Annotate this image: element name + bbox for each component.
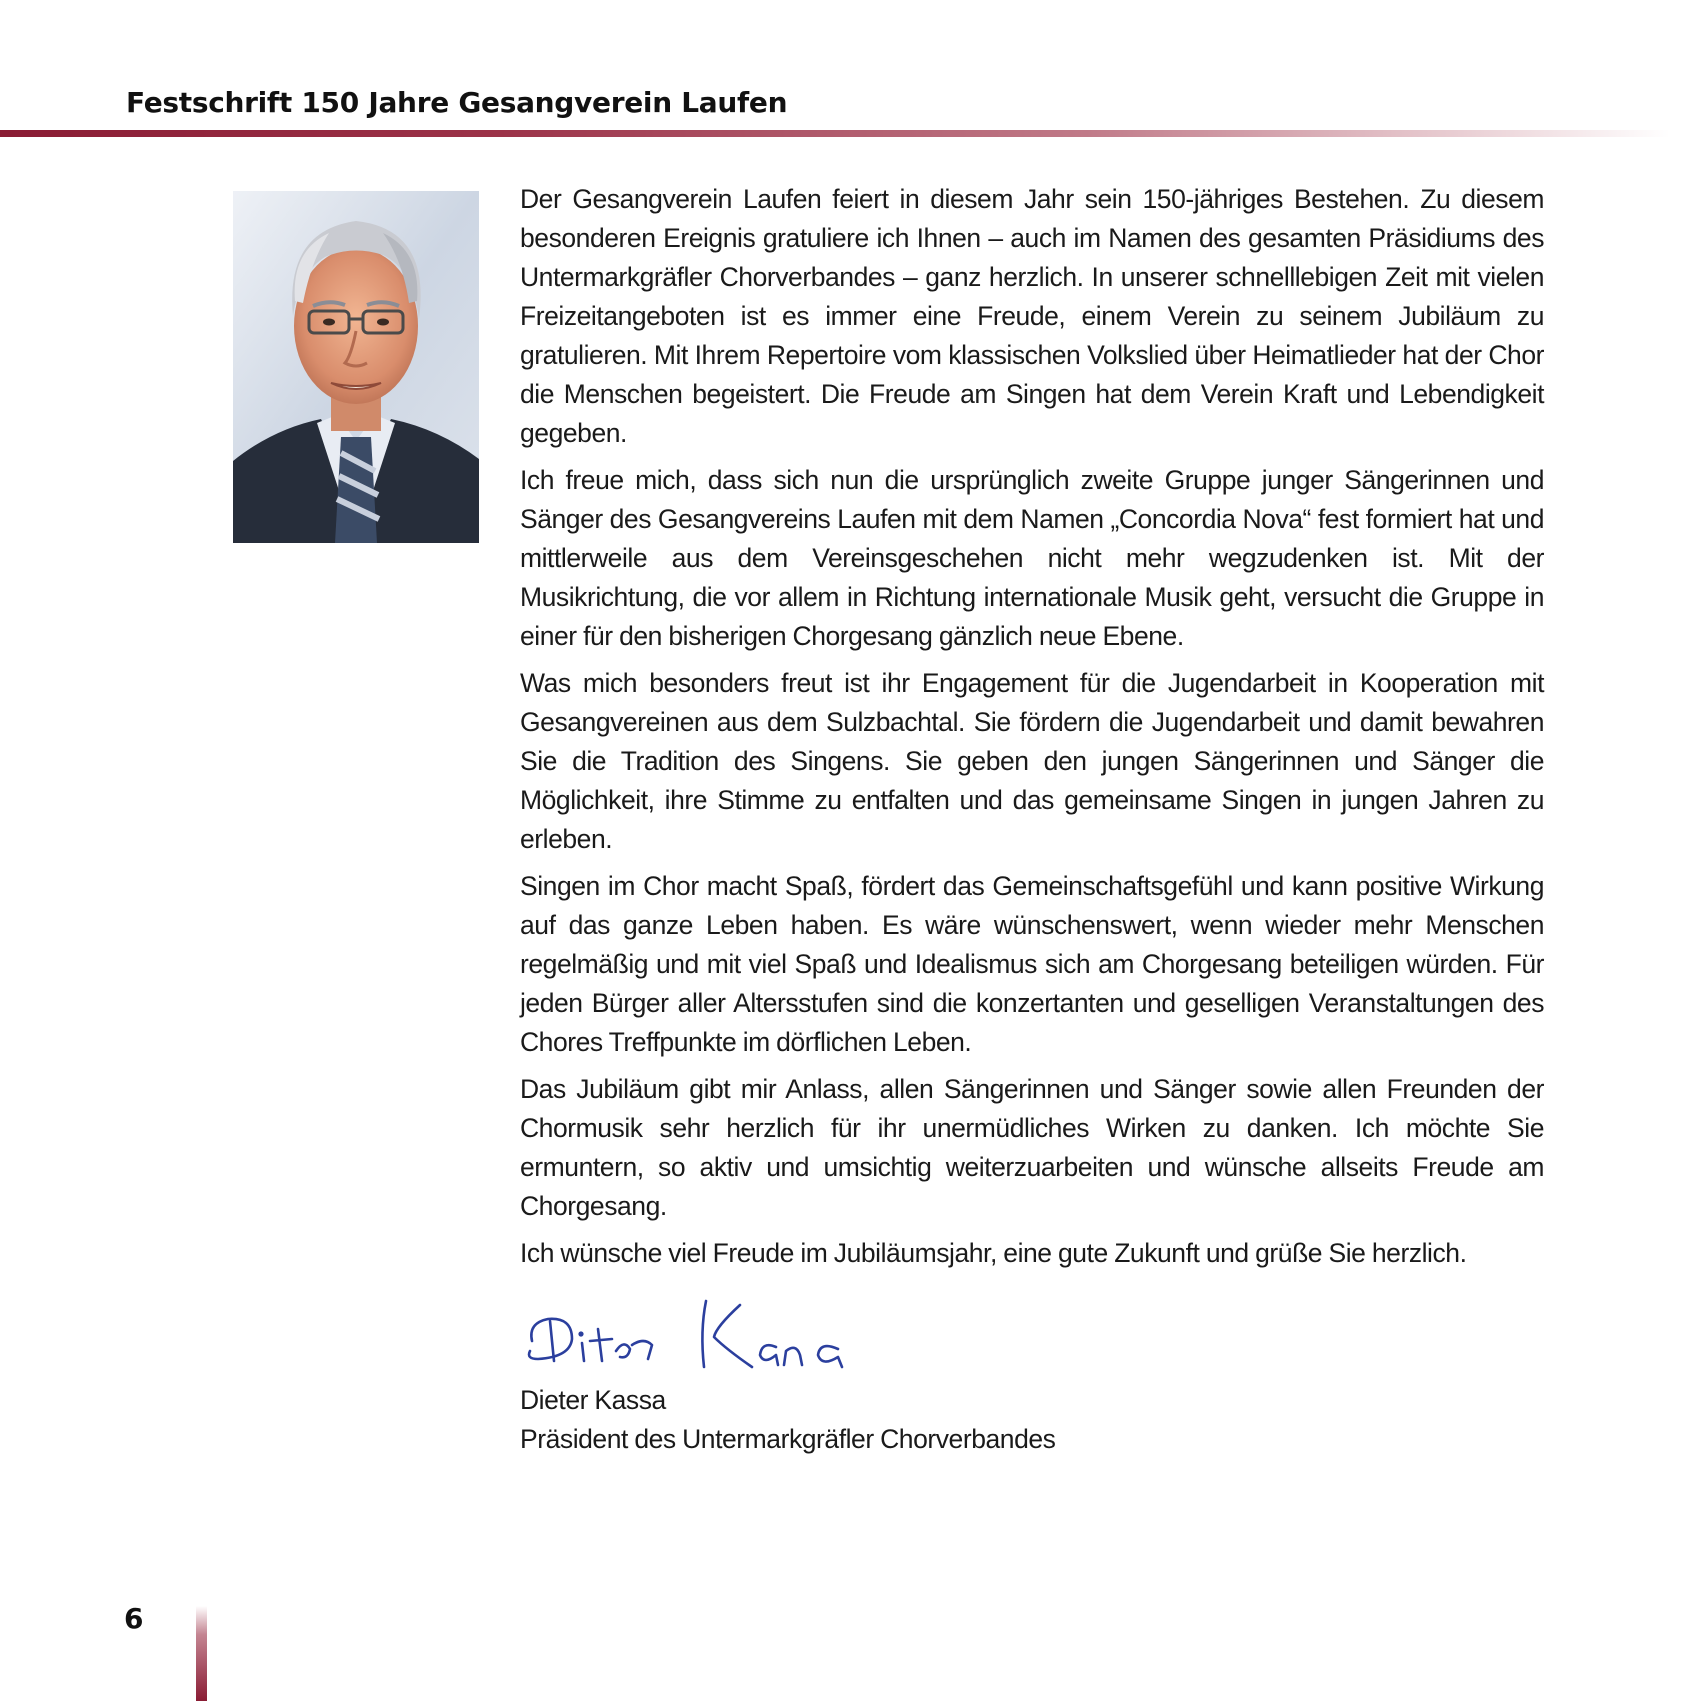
paragraph-3: Was mich besonders freut ist ihr Engagement für die Jugendarbeit in Kooperation mit Gesangvereinen aus dem Sulzbachtal. Sie fördern die Jugendarbeit und damit bewahren Sie die Tradition des Singens. Sie geben den jungen Sängerinnen und Sänger die Möglichkeit, ihre Stimme zu entfalten und das gemeinsame Singen in jungen Jahren zu erleben.: [520, 668, 1544, 854]
header-title: Festschrift 150 Jahre Gesangverein Laufen: [126, 86, 788, 119]
footer-accent-bar: [196, 1606, 207, 1701]
paragraph-2: Ich freue mich, dass sich nun die ursprünglich zweite Gruppe junger Sängerinnen und Sänger des Gesangvereins Laufen mit dem Namen „Concordia Nova“ fest formiert hat und mittlerweile aus dem Vereinsgeschehen nicht mehr wegzudenken ist. Mit der Musikrichtung, die vor allem in Richtung internationale Musik geht, versucht die Gruppe in einer für den bisherigen Chorgesang gänzlich neue Ebene.: [520, 465, 1544, 651]
paragraph-1: Der Gesangverein Laufen feiert in diesem Jahr sein 150-jähriges Bestehen. Zu diesem besonderen Ereignis gratuliere ich Ihnen – auch im Namen des gesamten Präsidiums des Untermarkgräfler Chorverbandes – ganz herzlich. In unserer schnelllebigen Zeit mit vielen Freizeitangeboten ist es immer eine Freude, einem Verein zu seinem Jubiläum zu gratulieren. Mit Ihrem Repertoire vom klassischen Volkslied über Heimatlieder hat der Chor die Menschen begeistert. Die Freude am Singen hat dem Verein Kraft und Lebendigkeit gegeben.: [520, 184, 1544, 448]
paragraph-5: Das Jubiläum gibt mir Anlass, allen Sängerinnen und Sänger sowie allen Freunden der Chormusik sehr herzlich für ihr unermüdliches Wirken zu danken. Ich möchte Sie ermuntern, so aktiv und umsichtig weiterzuarbeiten und wünsche allseits Freude am Chorgesang.: [520, 1074, 1544, 1221]
portrait-photo-icon: [233, 191, 479, 543]
signature-image: [520, 1281, 880, 1377]
header-rule: [0, 130, 1670, 137]
signer-role: Präsident des Untermarkgräfler Chorverbandes: [520, 1424, 1056, 1454]
paragraph-4: Singen im Chor macht Spaß, fördert das Gemeinschaftsgefühl und kann positive Wirkung auf das ganze Leben haben. Es wäre wünschenswert, wenn wieder mehr Menschen regelmäßig und mit viel Spaß und Idealismus sich am Chorgesang beteiligen würden. Für jeden Bürger aller Altersstufen sind die konzertanten und geselligen Veranstaltungen des Chores Treffpunkte im dörflichen Leben.: [520, 871, 1544, 1057]
article-body: [520, 180, 1544, 1459]
signer-name: Dieter Kassa: [520, 1385, 666, 1415]
page-number: 6: [124, 1602, 144, 1635]
signature-block: [520, 1381, 1544, 1459]
paragraph-6: Ich wünsche viel Freude im Jubiläumsjahr, eine gute Zukunft und grüße Sie herzlich.: [520, 1238, 1467, 1268]
